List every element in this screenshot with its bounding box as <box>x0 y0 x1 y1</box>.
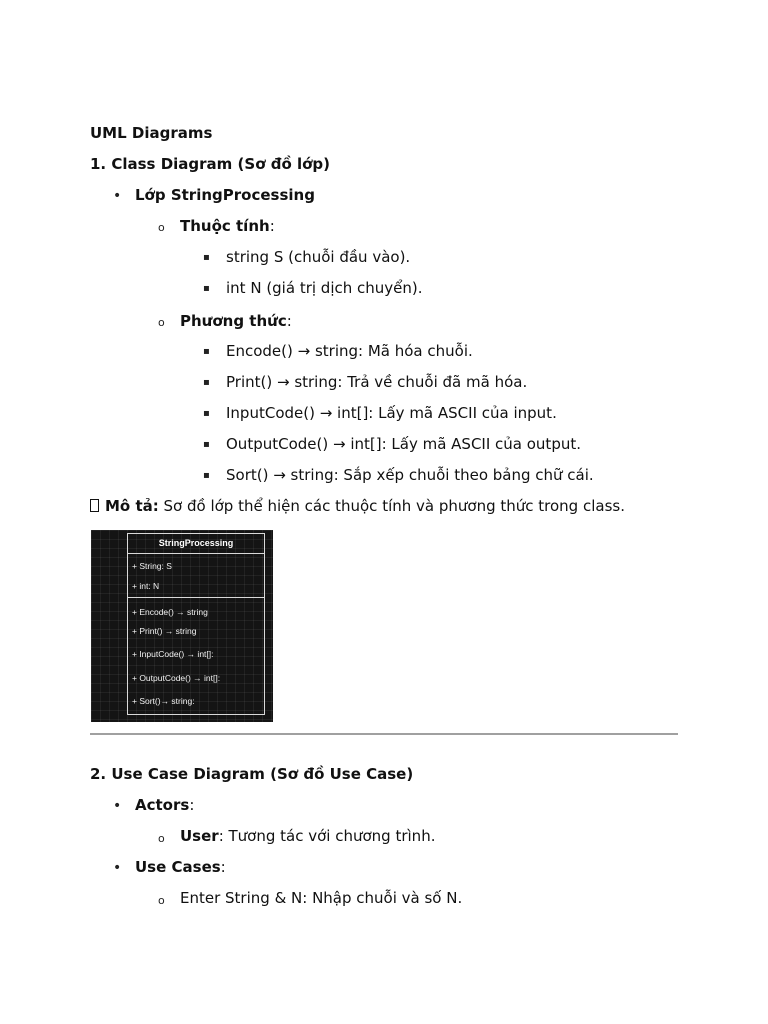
bullet-square: ▪ <box>203 408 210 419</box>
user-line <box>180 826 435 846</box>
method-item: OutputCode() → int[]: Lấy mã ASCII của output. <box>226 435 581 453</box>
bullet-square: ▪ <box>203 377 210 388</box>
actors-line: Actors: <box>135 796 195 814</box>
description-label: Mô tả: <box>105 497 159 515</box>
bullet-square: ▪ <box>203 439 210 450</box>
attribute-item: int N (giá trị dịch chuyển). <box>226 279 423 297</box>
uml-divider <box>128 597 264 598</box>
horizontal-rule <box>90 733 678 735</box>
user-text: : Tương tác với chương trình. <box>218 827 436 845</box>
usecases-line: Use Cases: <box>135 858 226 876</box>
uml-method: + Sort()→ string: <box>132 696 195 706</box>
uml-class-name: StringProcessing <box>128 534 264 554</box>
uml-attribute: + int: N <box>132 581 160 591</box>
bullet-square: ▪ <box>203 346 210 357</box>
attribute-item: string S (chuỗi đầu vào). <box>226 248 411 266</box>
page-heading: UML Diagrams <box>90 124 213 142</box>
bullet-dot: • <box>113 798 122 814</box>
uml-method: + InputCode() → int[]: <box>132 649 214 659</box>
missing-glyph-icon <box>90 499 99 512</box>
section-usecase-title: 2. Use Case Diagram (Sơ đồ Use Case) <box>90 765 414 783</box>
uml-method: + Encode() → string <box>132 607 208 617</box>
attributes-line: Thuộc tính: <box>180 217 275 235</box>
usecase-item: Enter String & N: Nhập chuỗi và số N. <box>180 889 463 907</box>
method-item: Encode() → string: Mã hóa chuỗi. <box>226 342 473 360</box>
actors-label: Actors <box>135 796 190 814</box>
methods-line: Phương thức: <box>180 312 292 330</box>
user-label: User <box>180 827 219 845</box>
attributes-label: Thuộc tính <box>180 217 270 235</box>
section-class-diagram-title: 1. Class Diagram (Sơ đồ lớp) <box>90 155 331 173</box>
method-item: Print() → string: Trả về chuỗi đã mã hóa. <box>226 373 528 391</box>
bullet-circle: o <box>158 221 165 234</box>
bullet-dot: • <box>113 860 122 876</box>
method-item: Sort() → string: Sắp xếp chuỗi theo bảng chữ cái. <box>226 466 594 484</box>
bullet-square: ▪ <box>203 283 210 294</box>
uml-attribute: + String: S <box>132 561 172 571</box>
methods-label: Phương thức <box>180 312 287 330</box>
uml-method: + OutputCode() → int[]: <box>132 673 221 683</box>
bullet-dot: • <box>113 188 122 204</box>
method-item: InputCode() → int[]: Lấy mã ASCII của input. <box>226 404 557 422</box>
bullet-circle: o <box>158 894 165 907</box>
bullet-circle: o <box>158 316 165 329</box>
usecases-label: Use Cases <box>135 858 221 876</box>
description-line <box>90 496 625 516</box>
class-diagram-image <box>91 530 273 722</box>
bullet-square: ▪ <box>203 252 210 263</box>
uml-class-box <box>127 533 265 715</box>
bullet-circle: o <box>158 832 165 845</box>
uml-method: + Print() → string <box>132 626 197 636</box>
bullet-square: ▪ <box>203 470 210 481</box>
class-item: Lớp StringProcessing <box>135 186 315 204</box>
description-text: Sơ đồ lớp thể hiện các thuộc tính và phương thức trong class. <box>158 497 625 515</box>
